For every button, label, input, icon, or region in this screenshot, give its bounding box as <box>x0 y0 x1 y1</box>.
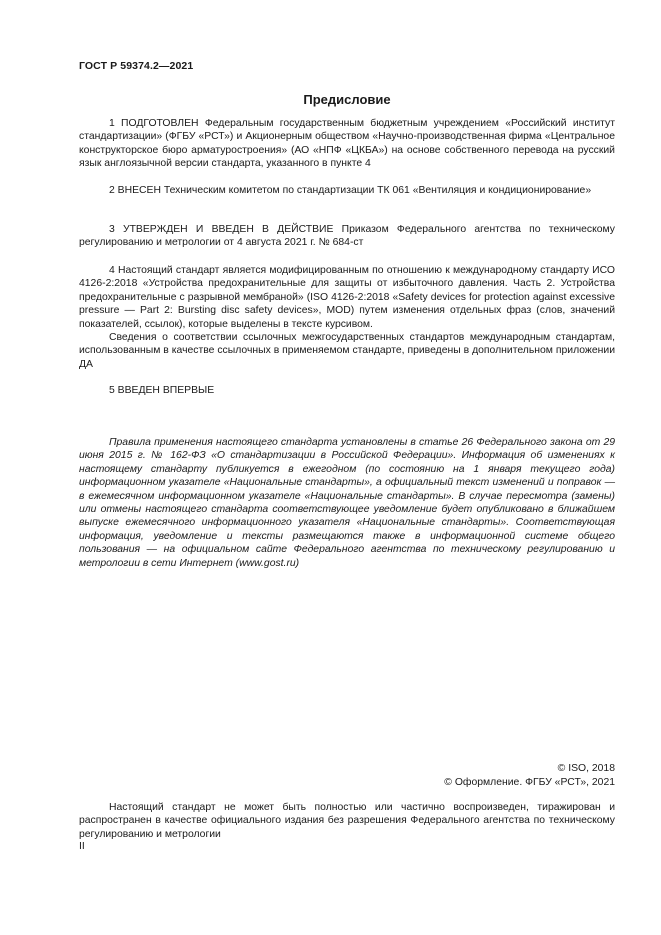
paragraph-introduced-by: 2 ВНЕСЕН Техническим комитетом по стандартизации ТК 061 «Вентиляция и кондиционирование» <box>109 185 592 196</box>
paragraph-prepared-by: 1 ПОДГОТОВЛЕН Федеральным государственным бюджетным учреждением «Российский институт стандартизации» (ФГБУ «РСТ») и Акционерным обществом «Научно-производственная фирма «Центральное конструкторское бюро арматуростроения» (АО «НПФ «ЦКБА») на основе собственного перевода на русский язык англоязычной версии стандарта, указанного в пункте 4 <box>79 118 615 170</box>
copyright-rst: © Оформление. ФГБУ «РСТ», 2021 <box>444 777 615 788</box>
page-title: Предисловие <box>303 92 391 107</box>
page-number: II <box>79 841 85 852</box>
document-number-header: ГОСТ Р 59374.2—2021 <box>79 60 194 72</box>
paragraph-first-introduced: 5 ВВЕДЕН ВПЕРВЫЕ <box>109 385 215 396</box>
paragraph-references: Сведения о соответствии ссылочных межгосударственных стандартов международным стандартам, использованным в качестве ссылочных в применяемом стандарте, приведены в дополнительном приложении ДА <box>79 332 615 370</box>
application-rules-notice: Правила применения настоящего стандарта установлены в статье 26 Федерального закона от 29 июня 2015 г. № 162-ФЗ «О стандартизации в Российской Федерации». Информация об изменениях к настоящему стандарту публикуется в ежегодном (по состоянию на 1 января текущего года) информационном указателе «Национальные стандарты», а официальный текст изменений и поправок — в ежемесячном информационном указателе «Национальные стандарты». В случае пересмотра (замены) или отмены настоящего стандарта соответствующее уведомление будет опубликовано в ближайшем выпуске ежемесячного информационного указателя «Национальные стандарты». Соответствующая информация, уведомление и тексты размещаются также в информационной системе общего пользования — на официальном сайте Федерального агентства по техническому регулированию и метрологии в сети Интернет (www.gost.ru) <box>79 437 615 569</box>
paragraph-modification: 4 Настоящий стандарт является модифицированным по отношению к международному стандарту ИСО 4126-2:2018 «Устройства предохранительные для защиты от избыточного давления. Часть 2. Устройства предохранительные с разрывной мембраной» (ISO 4126-2:2018 «Safety devices for protection against excessive pressure — Part 2: Bursting disc safety devices», MOD) путем изменения отдельных фраз (слов, значений показателей, ссылок), которые выделены в тексте курсивом. <box>79 265 615 330</box>
reproduction-notice: Настоящий стандарт не может быть полностью или частично воспроизведен, тиражирован и распространен в качестве официального издания без разрешения Федерального агентства по техническому регулированию и метрологии <box>79 802 615 840</box>
copyright-iso: © ISO, 2018 <box>557 763 615 774</box>
paragraph-approved: 3 УТВЕРЖДЕН И ВВЕДЕН В ДЕЙСТВИЕ Приказом Федерального агентства по техническому регулированию и метрологии от 4 августа 2021 г. № 684-ст <box>79 224 615 249</box>
